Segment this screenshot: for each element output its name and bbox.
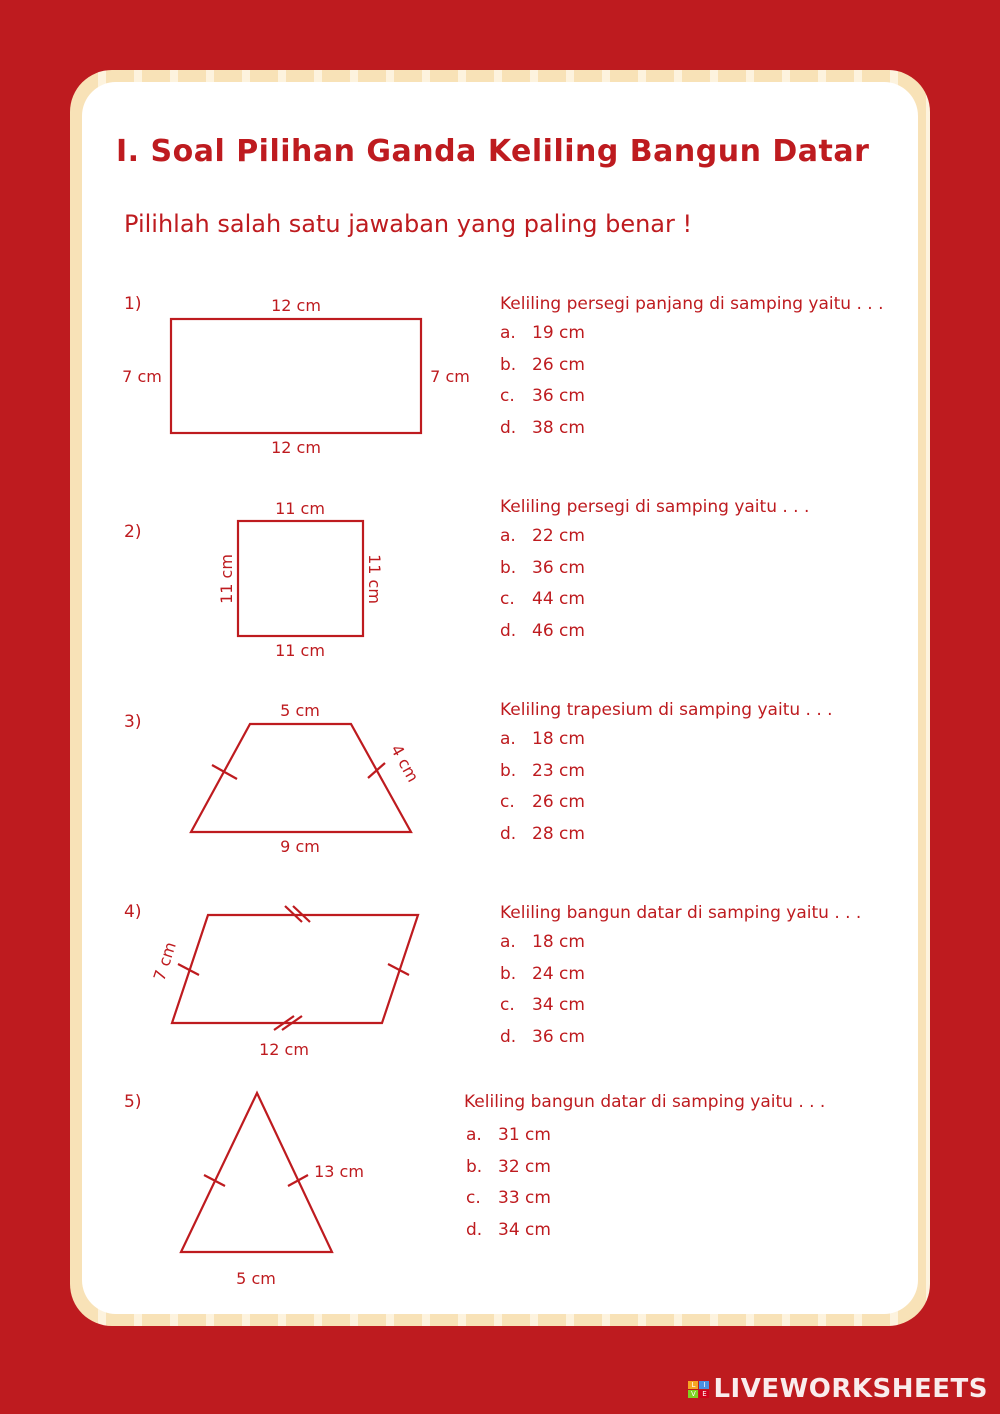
- option-value: 38 cm: [532, 417, 585, 438]
- option-list: [500, 927, 585, 1053]
- worksheet-title: I. Soal Pilihan Ganda Keliling Bangun Datar: [116, 134, 870, 169]
- option-d[interactable]: d. 46 cm: [500, 620, 585, 641]
- question-text: Keliling trapesium di samping yaitu . . .: [500, 700, 833, 720]
- logo-letter-e: E: [699, 1390, 709, 1398]
- option-c[interactable]: c. 33 cm: [466, 1188, 551, 1208]
- option-b[interactable]: b. 36 cm: [500, 557, 585, 578]
- option-value: 28 cm: [532, 823, 585, 844]
- option-value: 46 cm: [532, 620, 585, 641]
- option-value: 36 cm: [532, 386, 585, 406]
- option-b[interactable]: b. 26 cm: [500, 354, 585, 375]
- square-figure: [200, 492, 400, 662]
- option-value: 22 cm: [532, 526, 585, 546]
- option-value: 36 cm: [532, 1026, 585, 1047]
- option-value: 34 cm: [532, 995, 585, 1015]
- option-value: 26 cm: [532, 354, 585, 375]
- question-number: 4): [124, 902, 142, 922]
- option-value: 24 cm: [532, 963, 585, 984]
- option-a[interactable]: a. 18 cm: [500, 932, 585, 952]
- logo-letter-l: L: [688, 1381, 698, 1389]
- logo-icon: [688, 1381, 709, 1398]
- option-value: 36 cm: [532, 557, 585, 578]
- trapezoid-figure: [180, 695, 430, 860]
- option-value: 18 cm: [532, 932, 585, 952]
- label-top: 12 cm: [271, 296, 321, 315]
- label-bottom: 12 cm: [259, 1040, 309, 1059]
- label-bottom: 11 cm: [275, 641, 325, 660]
- label-base: 5 cm: [236, 1269, 276, 1288]
- option-value: 32 cm: [498, 1156, 551, 1177]
- trapezoid-shape: [191, 724, 411, 832]
- label-right: 7 cm: [430, 367, 470, 386]
- rectangle-shape: [171, 319, 421, 433]
- option-c[interactable]: c. 26 cm: [500, 792, 585, 812]
- question-number: 3): [124, 712, 142, 732]
- label-bottom: 12 cm: [271, 438, 321, 457]
- label-left: 11 cm: [217, 554, 236, 604]
- label-left: 7 cm: [122, 367, 162, 386]
- option-d[interactable]: d. 38 cm: [500, 417, 585, 438]
- label-right: 11 cm: [365, 554, 384, 604]
- option-a[interactable]: a. 18 cm: [500, 729, 585, 749]
- option-d[interactable]: d. 36 cm: [500, 1026, 585, 1047]
- option-d[interactable]: d. 34 cm: [466, 1219, 551, 1240]
- option-list: [500, 318, 585, 444]
- triangle-shape: [181, 1093, 332, 1252]
- label-top: 11 cm: [275, 499, 325, 518]
- option-a[interactable]: a. 22 cm: [500, 526, 585, 546]
- question-number: 5): [124, 1092, 142, 1112]
- option-c[interactable]: c. 36 cm: [500, 386, 585, 406]
- question-text: Keliling persegi panjang di samping yaitu . . .: [500, 294, 884, 314]
- triangle-figure: [170, 1085, 400, 1290]
- option-value: 18 cm: [532, 729, 585, 749]
- option-value: 31 cm: [498, 1125, 551, 1145]
- option-value: 26 cm: [532, 792, 585, 812]
- option-b[interactable]: b. 23 cm: [500, 760, 585, 781]
- label-side: 4 cm: [386, 741, 423, 786]
- question-text: Keliling bangun datar di samping yaitu . . .: [464, 1092, 826, 1112]
- option-c[interactable]: c. 34 cm: [500, 995, 585, 1015]
- parallelogram-figure: [150, 900, 440, 1065]
- option-list: [466, 1120, 551, 1246]
- parallelogram-shape: [172, 915, 418, 1023]
- option-value: 34 cm: [498, 1219, 551, 1240]
- label-side: 7 cm: [149, 939, 180, 984]
- tick-mark-right: [288, 1175, 308, 1186]
- option-d[interactable]: d. 28 cm: [500, 823, 585, 844]
- instruction-text: Pilihlah salah satu jawaban yang paling benar !: [124, 210, 693, 238]
- option-b[interactable]: b. 24 cm: [500, 963, 585, 984]
- tick-mark-left: [212, 765, 237, 779]
- option-list: [500, 521, 585, 647]
- question-number: 1): [124, 294, 142, 314]
- logo-letter-v: V: [688, 1390, 698, 1398]
- option-a[interactable]: a. 31 cm: [466, 1125, 551, 1145]
- rectangle-figure: [110, 290, 480, 465]
- question-number: 2): [124, 522, 142, 542]
- label-top: 5 cm: [280, 701, 320, 720]
- logo-letter-i: I: [699, 1381, 709, 1389]
- logo-text: LIVEWORKSHEETS: [713, 1374, 988, 1404]
- question-text: Keliling persegi di samping yaitu . . .: [500, 497, 810, 517]
- question-text: Keliling bangun datar di samping yaitu . . .: [500, 903, 862, 923]
- liveworksheets-logo[interactable]: [688, 1374, 988, 1404]
- option-b[interactable]: b. 32 cm: [466, 1156, 551, 1177]
- option-value: 44 cm: [532, 589, 585, 609]
- tick-mark-right: [368, 763, 385, 778]
- option-list: [500, 724, 585, 850]
- option-a[interactable]: a. 19 cm: [500, 323, 585, 343]
- label-side: 13 cm: [314, 1162, 364, 1181]
- square-shape: [238, 521, 363, 636]
- label-bottom: 9 cm: [280, 837, 320, 856]
- option-value: 33 cm: [498, 1188, 551, 1208]
- option-c[interactable]: c. 44 cm: [500, 589, 585, 609]
- option-value: 19 cm: [532, 323, 585, 343]
- option-value: 23 cm: [532, 760, 585, 781]
